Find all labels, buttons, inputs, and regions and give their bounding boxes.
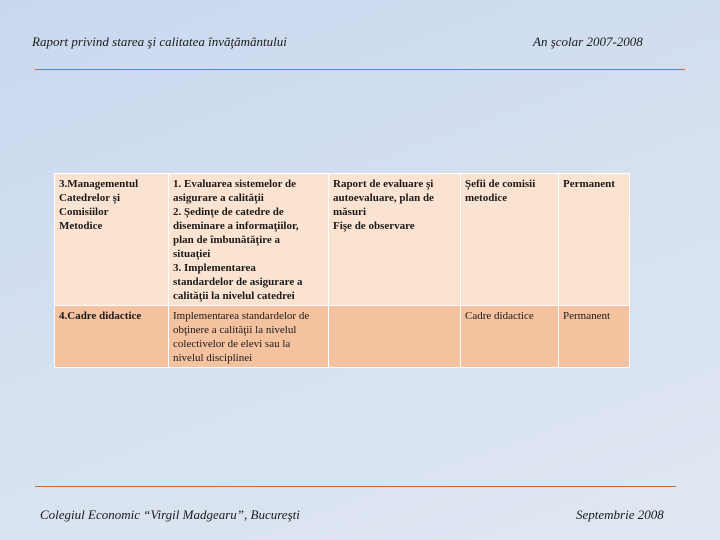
cell-line: situaţiei: [173, 248, 211, 260]
cell-line: Permanent: [563, 178, 615, 190]
documents-cell: [329, 306, 461, 368]
cell-line: asigurare a calităţii: [173, 192, 264, 204]
area-cell: [55, 306, 169, 368]
cell-line: 3. Implementarea: [173, 262, 256, 274]
cell-line: Cadre didactice: [465, 310, 534, 322]
deadline-cell: [559, 174, 630, 306]
cell-line: Catedrelor şi: [59, 192, 120, 204]
cell-line: diseminare a informaţiilor,: [173, 220, 299, 232]
cell-line: Raport de evaluare şi: [333, 178, 434, 190]
cell-line: 4.Cadre didactice: [59, 310, 142, 322]
cell-line: autoevaluare, plan de: [333, 192, 434, 204]
cell-line: 2. Şedinţe de catedre de: [173, 206, 284, 218]
activity-table: [54, 173, 630, 368]
table-row: [55, 174, 630, 306]
footer-school-name: Colegiul Economic “Virgil Madgearu”, Bucureşti: [40, 507, 300, 522]
cell-line: standardelor de asigurare a: [173, 276, 303, 288]
header-school-year: An şcolar 2007-2008: [533, 34, 643, 49]
cell-line: metodice: [465, 192, 508, 204]
cell-line: plan de îmbunătăţire a: [173, 234, 281, 246]
cell-line: Implementarea standardelor de: [173, 310, 310, 322]
cell-line: Fişe de observare: [333, 220, 415, 232]
header-report-title: Raport privind starea şi calitatea învăţământului: [32, 34, 287, 49]
deadline-cell: [559, 306, 630, 368]
cell-line: Şefii de comisii: [465, 178, 536, 190]
responsible-cell: [461, 174, 559, 306]
cell-line: nivelul disciplinei: [173, 352, 253, 364]
top-divider: [35, 69, 685, 70]
cell-line: 1. Evaluarea sistemelor de: [173, 178, 297, 190]
cell-line: măsuri: [333, 206, 366, 218]
table-row: [55, 306, 630, 368]
cell-line: obţinere a calităţii la nivelul: [173, 324, 297, 336]
cell-line: Comisiilor: [59, 206, 109, 218]
footer-date: Septembrie 2008: [576, 507, 664, 522]
cell-line: colectivelor de elevi sau la: [173, 338, 291, 350]
bottom-divider: [35, 486, 676, 487]
responsible-cell: [461, 306, 559, 368]
documents-cell: [329, 174, 461, 306]
area-cell: [55, 174, 169, 306]
actions-cell: [169, 306, 329, 368]
actions-cell: [169, 174, 329, 306]
cell-line: calităţii la nivelul catedrei: [173, 290, 295, 302]
cell-line: Metodice: [59, 220, 103, 232]
cell-line: Permanent: [563, 310, 611, 322]
cell-line: 3.Managementul: [59, 178, 139, 190]
